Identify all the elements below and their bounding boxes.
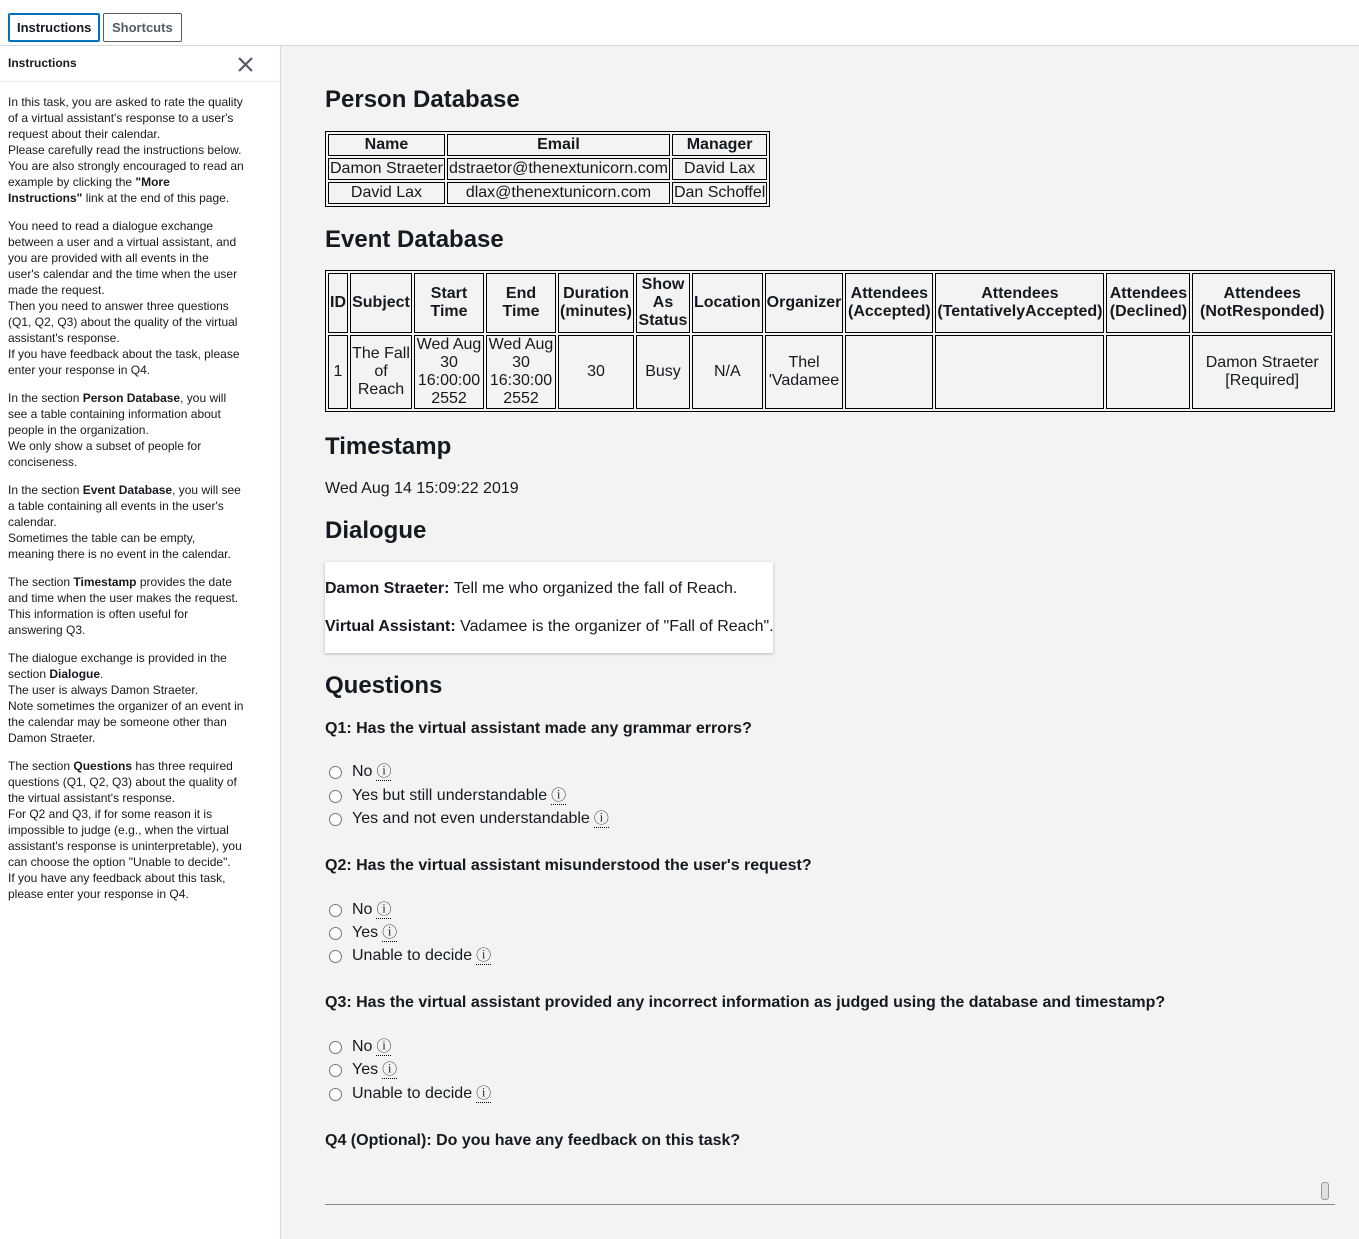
column-header: Manager bbox=[672, 134, 767, 156]
table-cell: Busy bbox=[636, 335, 690, 409]
table-row bbox=[328, 182, 767, 204]
info-icon[interactable]: ⓘ bbox=[593, 809, 609, 827]
event-database-heading: Event Database bbox=[325, 226, 504, 253]
q1-option-yes-understandable[interactable]: Yes but still understandable ⓘ bbox=[329, 786, 566, 806]
close-icon[interactable] bbox=[236, 55, 255, 74]
table-cell: Wed Aug 30 16:00:00 2552 bbox=[414, 335, 484, 409]
info-icon[interactable]: ⓘ bbox=[376, 900, 392, 918]
info-icon[interactable]: ⓘ bbox=[382, 1060, 398, 1078]
table-cell: Thel 'Vadamee bbox=[765, 335, 844, 409]
assistant-name: Virtual Assistant: bbox=[325, 618, 456, 635]
q1-option-no[interactable]: No ⓘ bbox=[329, 762, 391, 782]
column-header: Email bbox=[447, 134, 670, 156]
q1-title: Q1: Has the virtual assistant made any grammar errors? bbox=[325, 720, 752, 737]
column-header: Attendees (Declined) bbox=[1106, 273, 1190, 333]
column-header: Name bbox=[328, 134, 445, 156]
questions-heading: Questions bbox=[325, 672, 443, 699]
instructions-paragraph: The dialogue exchange is provided in the section Dialogue. The user is always Damon Straeter. Note sometimes the organizer of an event in the calendar may be someone other than Damon Straeter. bbox=[8, 651, 244, 745]
q3-option-no[interactable]: No ⓘ bbox=[329, 1037, 391, 1057]
timestamp-value: Wed Aug 14 15:09:22 2019 bbox=[325, 480, 519, 497]
radio-button[interactable] bbox=[329, 927, 342, 940]
table-cell: 30 bbox=[558, 335, 634, 409]
table-row bbox=[328, 335, 1332, 409]
q3-option-yes[interactable]: Yes ⓘ bbox=[329, 1060, 397, 1080]
instructions-panel-title: Instructions bbox=[8, 56, 77, 70]
info-icon[interactable]: ⓘ bbox=[551, 786, 567, 804]
q4-title: Q4 (Optional): Do you have any feedback on this task? bbox=[325, 1132, 741, 1149]
instructions-paragraph: The section Timestamp provides the date and time when the user makes the request. This information is often useful for answering Q3. bbox=[8, 575, 239, 637]
table-cell: Damon Straeter [Required] bbox=[1192, 335, 1332, 409]
table-cell: Damon Straeter bbox=[328, 158, 445, 180]
info-icon[interactable]: ⓘ bbox=[476, 1084, 492, 1102]
table-cell bbox=[845, 335, 933, 409]
radio-button[interactable] bbox=[329, 1064, 342, 1077]
column-header: Show As Status bbox=[636, 273, 690, 333]
instructions-paragraph: You need to read a dialogue exchange between a user and a virtual assistant, and you are provided with all events in the user's calendar and the time when the user made the request. Then you need to answer three questions (Q1, Q2, Q3) about the quality of the virtual assistant's response. If you have feedback about the task, please enter your response in Q4. bbox=[8, 219, 240, 377]
column-header: End Time bbox=[486, 273, 556, 333]
table-cell: dlax@thenextunicorn.com bbox=[447, 182, 670, 204]
column-header: Organizer bbox=[765, 273, 844, 333]
user-text: Tell me who organized the fall of Reach. bbox=[449, 580, 738, 597]
table-cell: The Fall of Reach bbox=[350, 335, 412, 409]
user-name: Damon Straeter: bbox=[325, 580, 450, 597]
event-database-table bbox=[325, 270, 1335, 412]
info-icon[interactable]: ⓘ bbox=[476, 946, 492, 964]
instructions-panel-header bbox=[0, 46, 280, 82]
instructions-paragraph: In the section Person Database, you will see a table containing information about people in the organization. We only show a subset of people for conciseness. bbox=[8, 391, 227, 469]
table-cell bbox=[1106, 335, 1190, 409]
column-header: Subject bbox=[350, 273, 412, 333]
shortcuts-button[interactable]: Shortcuts bbox=[103, 13, 182, 42]
instructions-panel bbox=[0, 46, 281, 1239]
dialogue-box bbox=[325, 562, 773, 653]
column-header: Attendees (Accepted) bbox=[845, 273, 933, 333]
q2-option-unable[interactable]: Unable to decide ⓘ bbox=[329, 946, 491, 966]
table-cell bbox=[935, 335, 1104, 409]
info-icon[interactable]: ⓘ bbox=[376, 1037, 392, 1055]
q1-option-yes-not-understandable[interactable]: Yes and not even understandable ⓘ bbox=[329, 809, 609, 829]
instructions-paragraph: In the section Event Database, you will see a table containing all events in the user's calendar. Sometimes the table can be empty, meaning there is no event in the calendar. bbox=[8, 483, 241, 561]
radio-button[interactable] bbox=[329, 1041, 342, 1054]
column-header: ID bbox=[328, 273, 348, 333]
table-cell: N/A bbox=[692, 335, 763, 409]
table-row bbox=[328, 158, 767, 180]
instructions-paragraph: In this task, you are asked to rate the quality of a virtual assistant's response to a user's request about their calendar. Please carefully read the instructions below. You are also strongly encouraged to read an example by clicking the "More Instructions" link at the end of this page. bbox=[8, 95, 244, 205]
q3-option-unable[interactable]: Unable to decide ⓘ bbox=[329, 1084, 491, 1104]
info-icon[interactable]: ⓘ bbox=[376, 762, 392, 780]
table-cell: dstraetor@thenextunicorn.com bbox=[447, 158, 670, 180]
scrollbar-thumb[interactable] bbox=[1321, 1182, 1329, 1200]
table-cell: Wed Aug 30 16:30:00 2552 bbox=[486, 335, 556, 409]
dialogue-heading: Dialogue bbox=[325, 517, 427, 544]
column-header: Location bbox=[692, 273, 763, 333]
instructions-text bbox=[0, 82, 256, 902]
table-cell: 1 bbox=[328, 335, 348, 409]
q2-option-yes[interactable]: Yes ⓘ bbox=[329, 923, 397, 943]
q3-title: Q3: Has the virtual assistant provided any incorrect information as judged using the database and timestamp? bbox=[325, 994, 1166, 1011]
table-cell: Dan Schoffel bbox=[672, 182, 767, 204]
feedback-textarea[interactable] bbox=[325, 1180, 1335, 1205]
column-header: Start Time bbox=[414, 273, 484, 333]
person-database-table bbox=[325, 131, 770, 207]
column-header: Duration (minutes) bbox=[558, 273, 634, 333]
main-content bbox=[281, 46, 1359, 1239]
radio-button[interactable] bbox=[329, 1088, 342, 1101]
q2-title: Q2: Has the virtual assistant misunderstood the user's request? bbox=[325, 857, 812, 874]
column-header: Attendees (TentativelyAccepted) bbox=[935, 273, 1104, 333]
radio-button[interactable] bbox=[329, 766, 342, 779]
assistant-text: Vadamee is the organizer of "Fall of Reach". bbox=[455, 618, 774, 635]
table-header-row bbox=[328, 273, 1332, 333]
column-header: Attendees (NotResponded) bbox=[1192, 273, 1332, 333]
q2-option-no[interactable]: No ⓘ bbox=[329, 900, 391, 920]
radio-button[interactable] bbox=[329, 950, 342, 963]
user-utterance bbox=[325, 580, 737, 598]
table-cell: David Lax bbox=[672, 158, 767, 180]
instructions-paragraph: The section Questions has three required questions (Q1, Q2, Q3) about the quality of the virtual assistant's response. For Q2 and Q3, if for some reason it is impossible to judge (e.g., when the virtual assistant's response is uninterpretable), you can choose the option "Unable to decide". If you have any feedback about this task, please enter your response in Q4. bbox=[8, 759, 242, 901]
info-icon[interactable]: ⓘ bbox=[382, 923, 398, 941]
table-header-row bbox=[328, 134, 767, 156]
instructions-button[interactable]: Instructions bbox=[8, 13, 100, 42]
person-database-heading: Person Database bbox=[325, 86, 520, 113]
radio-button[interactable] bbox=[329, 904, 342, 917]
radio-button[interactable] bbox=[329, 813, 342, 826]
table-cell: David Lax bbox=[328, 182, 445, 204]
top-bar bbox=[0, 0, 1359, 46]
assistant-utterance bbox=[325, 618, 774, 636]
radio-button[interactable] bbox=[329, 790, 342, 803]
timestamp-heading: Timestamp bbox=[325, 433, 452, 460]
